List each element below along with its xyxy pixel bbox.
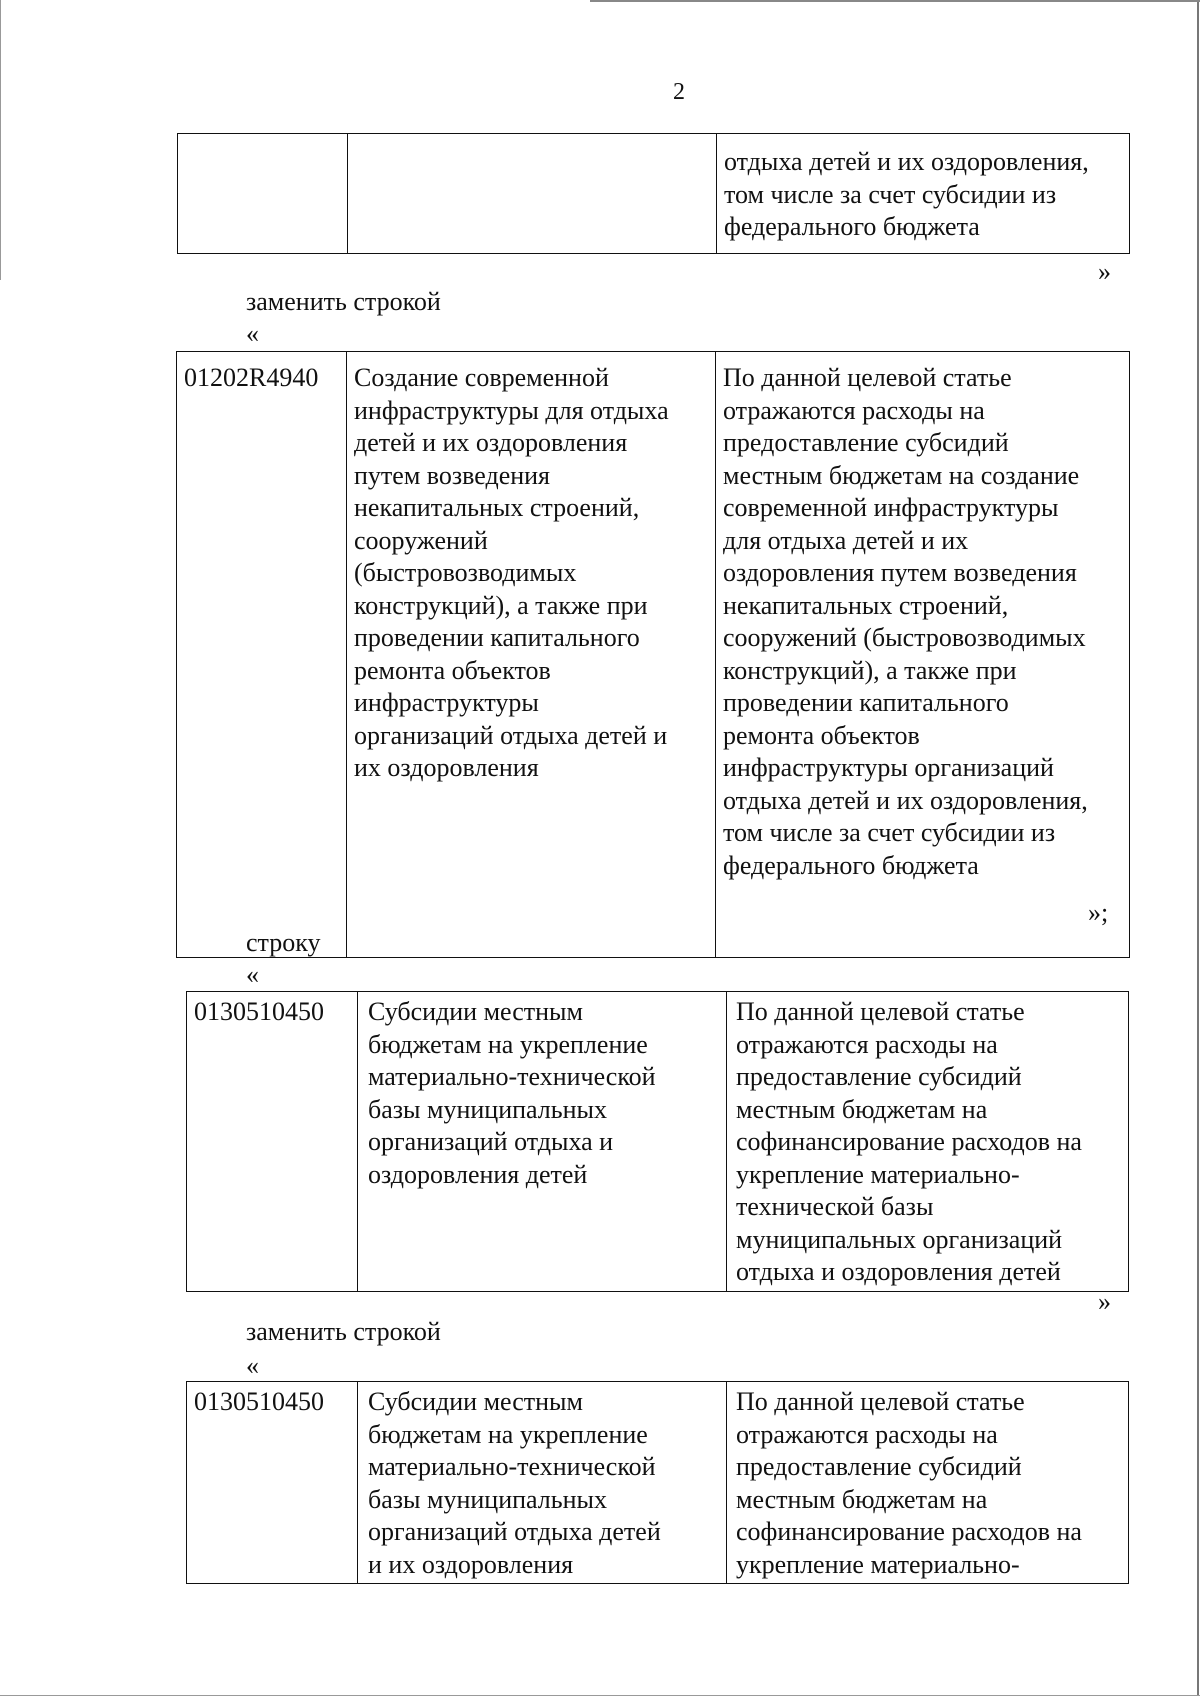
cell-line: По данной целевой статье bbox=[736, 1387, 1025, 1416]
cell-line: укрепление материально- bbox=[736, 1549, 1020, 1579]
cell-line: конструкций), а также при bbox=[723, 655, 1017, 685]
cell-line: сооружений bbox=[354, 525, 488, 555]
cell-line: федерального бюджета bbox=[724, 212, 980, 241]
opening-quote: « bbox=[246, 960, 259, 989]
cell-line: бюджетам на укрепление bbox=[368, 1029, 648, 1059]
cell-line: инфраструктуры организаций bbox=[723, 753, 1054, 782]
cell-line: том числе за счет субсидии из bbox=[724, 179, 1057, 209]
table-original-2 bbox=[186, 991, 1129, 1292]
cell-line: ремонта объектов bbox=[723, 720, 920, 750]
cell-line: муниципальных организаций bbox=[736, 1224, 1063, 1254]
cell-line: По данной целевой статье bbox=[723, 363, 1012, 392]
replace-label: заменить строкой bbox=[246, 1317, 441, 1346]
opening-quote: « bbox=[246, 319, 259, 348]
cell-line: отдыха детей и их оздоровления, bbox=[723, 785, 1088, 815]
scan-edge bbox=[0, 0, 1, 280]
code-cell bbox=[177, 352, 347, 958]
description-cell bbox=[716, 352, 1130, 958]
target-code: 0130510450 bbox=[194, 1387, 324, 1416]
scan-edge bbox=[590, 0, 1200, 2]
cell-line: По данной целевой статье bbox=[736, 997, 1025, 1026]
cell-line: технической базы bbox=[736, 1192, 934, 1221]
closing-quote: » bbox=[1098, 1287, 1111, 1316]
name-cell bbox=[348, 134, 717, 254]
cell-line: предоставление субсидий bbox=[723, 428, 1009, 457]
cell-line: базы муниципальных bbox=[368, 1094, 608, 1124]
closing-quote: » bbox=[1098, 257, 1111, 286]
target-code: 0130510450 bbox=[194, 997, 324, 1026]
cell-line: федерального бюджета bbox=[723, 850, 979, 880]
description-cell bbox=[727, 1382, 1129, 1584]
scan-edge bbox=[1197, 0, 1199, 1696]
cell-line: Создание современной bbox=[354, 363, 609, 392]
cell-line: бюджетам на укрепление bbox=[368, 1419, 648, 1449]
code-cell bbox=[187, 1382, 358, 1584]
row-label: строку bbox=[246, 928, 321, 957]
description-cell bbox=[727, 992, 1129, 1292]
cell-line: софинансирование расходов на bbox=[736, 1127, 1082, 1156]
table-fragment-1 bbox=[177, 133, 1130, 254]
cell-line: оздоровления детей bbox=[368, 1159, 588, 1189]
name-cell bbox=[358, 1382, 727, 1584]
cell-line: организаций отдыха детей и bbox=[354, 720, 668, 750]
cell-line: современной инфраструктуры bbox=[723, 493, 1059, 522]
cell-line: Субсидии местным bbox=[368, 997, 583, 1026]
cell-line: отражаются расходы на bbox=[723, 395, 985, 425]
cell-line: инфраструктуры для отдыха bbox=[354, 395, 669, 425]
cell-line: предоставление субсидий bbox=[736, 1452, 1022, 1481]
code-cell bbox=[187, 992, 358, 1292]
cell-line: организаций отдыха детей bbox=[368, 1517, 661, 1546]
target-code: 01202R4940 bbox=[184, 363, 319, 392]
description-cell bbox=[717, 134, 1130, 254]
cell-line: инфраструктуры bbox=[354, 688, 539, 717]
opening-quote: « bbox=[246, 1351, 259, 1380]
cell-line: том числе за счет субсидии из bbox=[723, 818, 1056, 847]
table-replacement-2 bbox=[186, 1381, 1129, 1584]
cell-line: местным бюджетам на bbox=[736, 1484, 988, 1514]
cell-line: детей и их оздоровления bbox=[354, 428, 628, 457]
cell-line: материально-технической bbox=[368, 1452, 656, 1481]
cell-line: оздоровления путем возведения bbox=[723, 558, 1077, 587]
cell-line: организаций отдыха и bbox=[368, 1127, 614, 1156]
cell-line: (быстровозводимых bbox=[354, 558, 577, 587]
cell-line: конструкций), а также при bbox=[354, 590, 648, 620]
cell-line: некапитальных строений, bbox=[723, 590, 1009, 620]
table-replacement-1 bbox=[176, 351, 1130, 958]
name-cell bbox=[358, 992, 727, 1292]
cell-line: отдыха и оздоровления детей bbox=[736, 1257, 1061, 1286]
table-row bbox=[177, 352, 1130, 958]
cell-line: проведении капитального bbox=[354, 623, 640, 652]
cell-line: базы муниципальных bbox=[368, 1484, 608, 1514]
closing-quote: »; bbox=[1088, 898, 1109, 927]
cell-line: отдыха детей и их оздоровления, bbox=[724, 147, 1089, 176]
cell-line: софинансирование расходов на bbox=[736, 1517, 1082, 1546]
table-row bbox=[187, 992, 1129, 1292]
cell-line: предоставление субсидий bbox=[736, 1062, 1022, 1091]
cell-line: некапитальных строений, bbox=[354, 493, 640, 522]
cell-line: местным бюджетам на создание bbox=[723, 460, 1080, 490]
table-row bbox=[187, 1382, 1129, 1584]
cell-line: отражаются расходы на bbox=[736, 1419, 998, 1449]
cell-line: Субсидии местным bbox=[368, 1387, 583, 1416]
cell-line: укрепление материально- bbox=[736, 1159, 1020, 1189]
cell-line: местным бюджетам на bbox=[736, 1094, 988, 1124]
cell-line: материально-технической bbox=[368, 1062, 656, 1091]
code-cell bbox=[178, 134, 348, 254]
name-cell bbox=[347, 352, 716, 958]
cell-line: проведении капитального bbox=[723, 688, 1009, 717]
table-row bbox=[178, 134, 1130, 254]
replace-label: заменить строкой bbox=[246, 287, 441, 316]
page-number: 2 bbox=[673, 79, 685, 105]
cell-line: их оздоровления bbox=[354, 753, 539, 782]
cell-line: отражаются расходы на bbox=[736, 1029, 998, 1059]
cell-line: сооружений (быстровозводимых bbox=[723, 623, 1086, 652]
cell-line: и их оздоровления bbox=[368, 1549, 574, 1579]
cell-line: путем возведения bbox=[354, 460, 551, 490]
cell-line: ремонта объектов bbox=[354, 655, 551, 685]
cell-line: для отдыха детей и их bbox=[723, 525, 969, 555]
